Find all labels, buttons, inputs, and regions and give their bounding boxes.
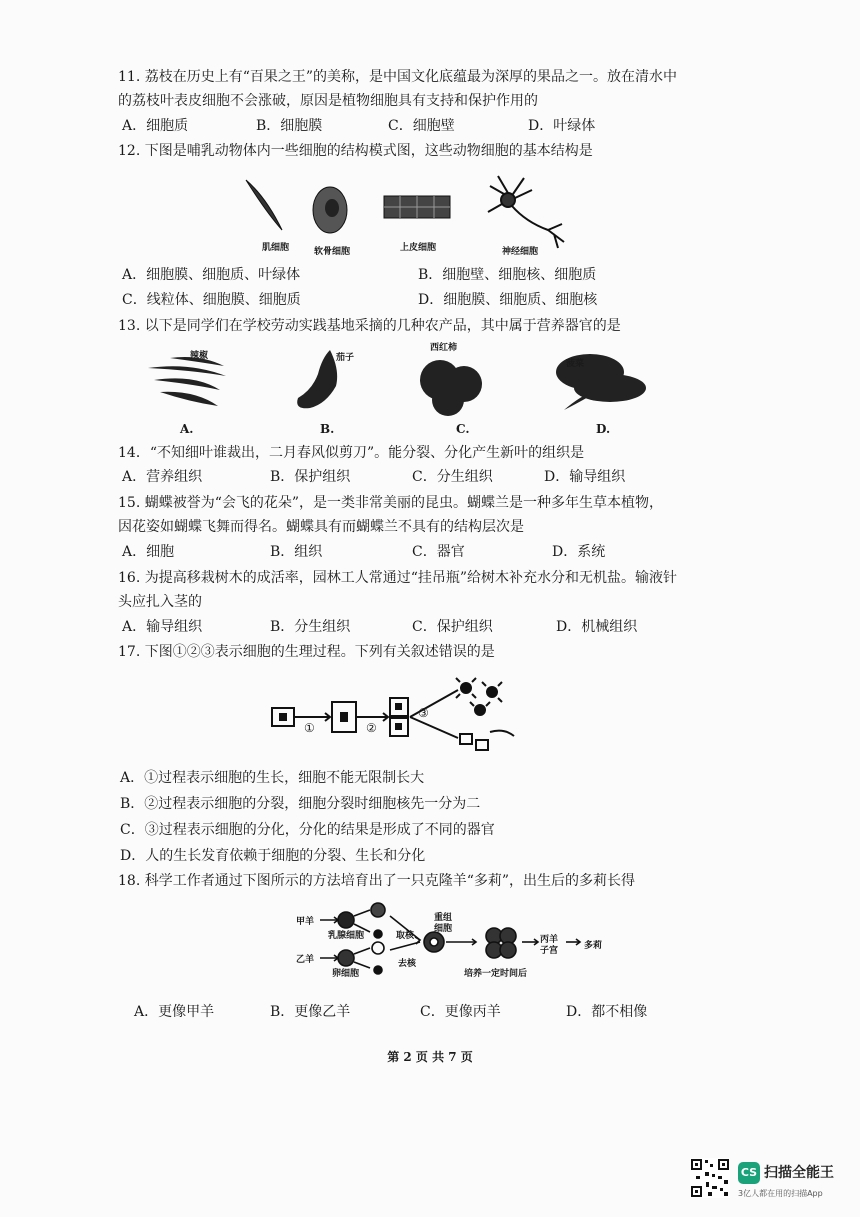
q18-option-a: A．更像甲羊 <box>134 1004 215 1020</box>
q14-stem: 14．“不知细叶谁裁出，二月春风似剪刀”。能分裂、分化产生新叶的组织是 <box>118 445 585 461</box>
q12-option-c: C．线粒体、细胞膜、细胞质 <box>122 292 301 308</box>
q15-option-c: C．器官 <box>412 544 465 560</box>
q18-label-bing2: 子宫 <box>540 946 559 956</box>
muscle-cell-drawing <box>246 180 282 230</box>
q18-label-ru: 乳腺细胞 <box>328 931 365 941</box>
camscanner-subtitle: 3亿人都在用的扫描App <box>738 1189 823 1198</box>
q13-letter-b: B. <box>320 422 335 436</box>
q18-stem: 18. 科学工作者通过下图所示的方法培育出了一只克隆羊“多莉”，出生后的多莉长得 <box>118 873 636 889</box>
q15-line2: 因花姿如蝴蝶飞舞而得名。蝴蝶具有而蝴蝶兰不具有的结构层次是 <box>118 519 524 535</box>
q17-option-a: A．①过程表示细胞的生长，细胞不能无限制长大 <box>120 770 425 786</box>
q18-label-yi: 乙羊 <box>296 955 315 965</box>
q13-label-pepper: 辣椒 <box>190 351 209 361</box>
q18-option-b: B．更像乙羊 <box>270 1004 351 1020</box>
q16-option-a: A．输导组织 <box>122 619 203 635</box>
q14-option-b: B．保护组织 <box>270 469 351 485</box>
q11-line2: 的荔枝叶表皮细胞不会涨破，原因是植物细胞具有支持和保护作用的 <box>118 93 538 109</box>
tomato-drawing <box>420 360 482 416</box>
q18-option-d: D．都不相像 <box>566 1004 648 1020</box>
q14-option-c: C．分生组织 <box>412 469 493 485</box>
q11-option-c: C．细胞壁 <box>388 118 455 134</box>
pepper-drawing <box>148 357 226 406</box>
q17-option-b: B．②过程表示细胞的分裂，细胞分裂时细胞核先一分为二 <box>120 796 481 812</box>
q18-label-peiyang: 培养一定时间后 <box>464 969 528 979</box>
q13-letter-d: D. <box>596 422 611 436</box>
q11-option-b: B．细胞膜 <box>256 118 323 134</box>
q13-label-eggplant: 茄子 <box>336 353 355 363</box>
camscanner-logo: CS <box>738 1162 760 1184</box>
q12-stem: 12. 下图是哺乳动物体内一些细胞的结构模式图，这些动物细胞的基本结构是 <box>118 143 593 159</box>
q15-option-b: B．组织 <box>270 544 323 560</box>
q11-line1: 11. 荔枝在历史上有“百果之王”的美称，是中国文化底蕴最为深厚的果品之一。放在清水中 <box>118 69 678 85</box>
q18-label-qu-he: 取核 <box>396 931 415 941</box>
q18-label-qu-he2: 去核 <box>398 959 417 969</box>
q18-label-chongzu1: 重组 <box>434 913 453 923</box>
q15-option-a: A．细胞 <box>122 544 175 560</box>
q18-label-luan: 卵细胞 <box>332 969 360 979</box>
scanner-watermark <box>690 1158 850 1208</box>
q16-option-d: D．机械组织 <box>556 619 638 635</box>
q13-produce-figure <box>140 340 670 420</box>
q13-letter-c: C. <box>456 422 470 436</box>
q13-letter-a: A. <box>180 422 194 436</box>
q11-option-a: A．细胞质 <box>122 118 189 134</box>
q16-option-b: B．分生组织 <box>270 619 351 635</box>
q13-label-tomato: 西红柿 <box>430 343 458 353</box>
q17-stem: 17. 下图①②③表示细胞的生理过程。下列有关叙述错误的是 <box>118 644 495 660</box>
q17-option-c: C．③过程表示细胞的分化，分化的结果是形成了不同的器官 <box>120 822 495 838</box>
q12-label-nerve: 神经细胞 <box>502 247 539 257</box>
q13-stem: 13. 以下是同学们在学校劳动实践基地采摘的几种农产品，其中属于营养器官的是 <box>118 318 621 334</box>
q14-option-a: A．营养组织 <box>122 469 203 485</box>
q18-label-jia: 甲羊 <box>296 917 315 927</box>
q12-label-epithelial: 上皮细胞 <box>400 243 437 253</box>
q16-line2: 头应扎入茎的 <box>118 594 202 610</box>
q12-option-d: D．细胞膜、细胞质、细胞核 <box>418 292 598 308</box>
q15-line1: 15. 蝴蝶被誉为“会飞的花朵”，是一类非常美丽的昆虫。蝴蝶兰是一种多年生草本植物， <box>118 495 664 511</box>
q13-label-spinach: 菠菜 <box>566 359 585 369</box>
q17-option-d: D．人的生长发育依赖于细胞的分裂、生长和分化 <box>120 848 426 864</box>
q18-label-duoli: 多莉 <box>584 941 603 951</box>
q12-label-muscle: 肌细胞 <box>262 243 290 253</box>
cartilage-cell-drawing <box>313 187 347 233</box>
q16-line1: 16. 为提高移栽树木的成活率，园林工人常通过“挂吊瓶”给树木补充水分和无机盐。输液针 <box>118 570 678 586</box>
qr-code-icon <box>690 1158 730 1198</box>
q15-option-d: D．系统 <box>552 544 606 560</box>
epithelial-cell-drawing <box>384 196 450 218</box>
q17-process-figure <box>270 676 530 756</box>
q17-mark-1: ① <box>304 721 315 735</box>
q18-option-c: C．更像丙羊 <box>420 1004 501 1020</box>
q18-label-bing1: 丙羊 <box>540 935 559 945</box>
q17-mark-2: ② <box>366 721 377 735</box>
q11-option-d: D．叶绿体 <box>528 118 596 134</box>
q14-option-d: D．输导组织 <box>544 469 626 485</box>
q16-option-c: C．保护组织 <box>412 619 493 635</box>
nerve-cell-drawing <box>488 176 564 248</box>
q12-option-a: A．细胞膜、细胞质、叶绿体 <box>122 267 301 283</box>
eggplant-drawing <box>297 350 337 408</box>
q12-option-b: B．细胞壁、细胞核、细胞质 <box>418 267 597 283</box>
q12-label-cartilage: 软骨细胞 <box>314 247 351 257</box>
camscanner-title: 扫描全能王 <box>764 1165 834 1181</box>
q17-mark-3: ③ <box>418 706 429 720</box>
q18-label-chongzu2: 细胞 <box>434 924 453 934</box>
page-number: 第 2 页 共 7 页 <box>387 1050 473 1064</box>
